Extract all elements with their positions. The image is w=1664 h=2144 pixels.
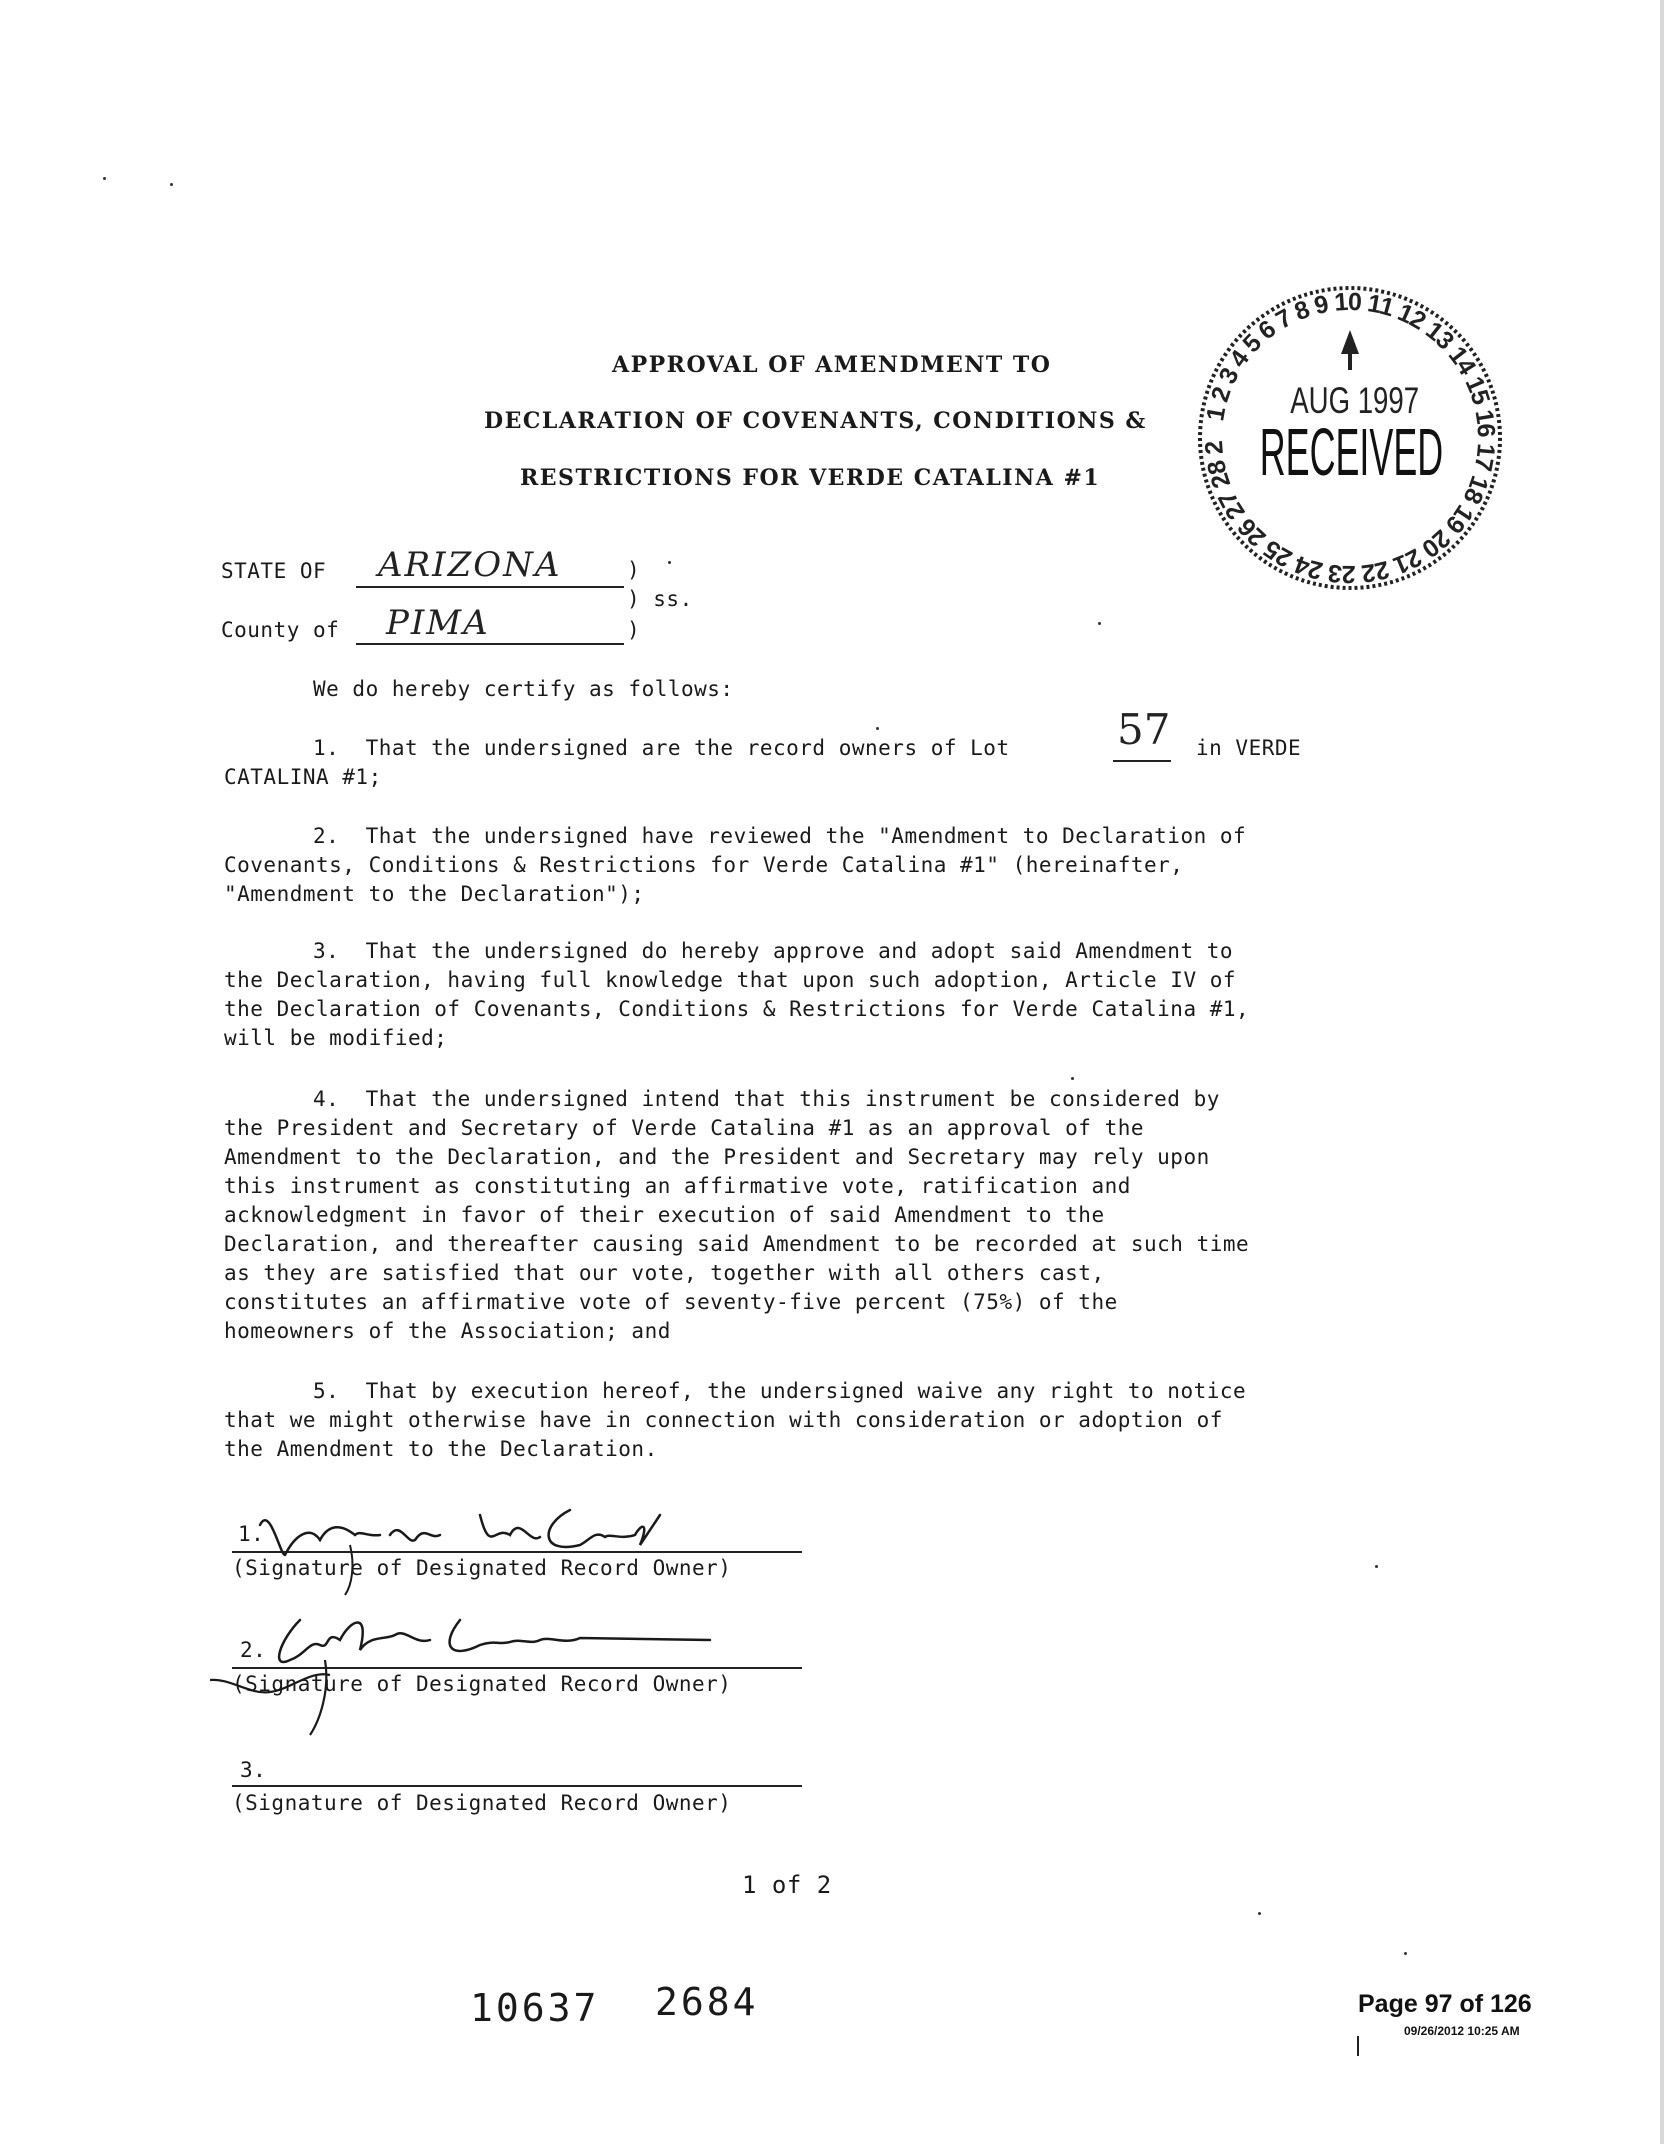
venue-ss: ) ss.: [627, 587, 693, 611]
p5-line: that we might otherwise have in connection with consideration or adoption of: [224, 1408, 1223, 1432]
p2-line: 2. That the undersigned have reviewed the "Amendment to Declaration of: [313, 824, 1247, 848]
print-timestamp: 09/26/2012 10:25 AM: [1404, 2024, 1520, 2038]
signature-1-caption: (Signature of Designated Record Owner): [232, 1556, 732, 1580]
signature-3-line: [232, 1785, 802, 1787]
scan-mark: [1357, 2036, 1359, 2056]
p4-line: homeowners of the Association; and: [224, 1319, 671, 1343]
received-stamp: [1190, 278, 1510, 598]
state-label: STATE OF: [221, 559, 327, 583]
doc-title-line2: DECLARATION OF COVENANTS, CONDITIONS &: [484, 408, 1147, 434]
stamp-received: RECEIVED: [1259, 416, 1444, 491]
scan-speck: [668, 561, 671, 564]
p5-line: 5. That by execution hereof, the undersigned waive any right to notice: [313, 1379, 1247, 1403]
doc-title-line1: APPROVAL OF AMENDMENT TO: [612, 352, 1052, 378]
signature-1-number: 1.: [238, 1522, 265, 1546]
paragraph-2: [224, 822, 1246, 909]
p3-line: will be modified;: [224, 1026, 448, 1050]
p4-line: this instrument as constituting an affirmative vote, ratification and: [224, 1174, 1131, 1198]
intro-text: We do hereby certify as follows:: [313, 677, 734, 701]
signature-3-number: 3.: [240, 1758, 267, 1782]
recording-book: 10637: [470, 1986, 600, 2030]
p2-line: "Amendment to the Declaration");: [224, 882, 645, 906]
signature-2-caption: (Signature of Designated Record Owner): [232, 1672, 732, 1696]
scan-speck: [1071, 1077, 1074, 1080]
scan-speck: [103, 177, 106, 180]
p3-line: the Declaration, having full knowledge that upon such adoption, Article IV of: [224, 968, 1237, 992]
signature-2-scrawl: [210, 1600, 730, 1740]
lot-underline: [1113, 760, 1171, 762]
p1-text-cont: CATALINA #1;: [224, 765, 382, 789]
p4-line: as they are satisfied that our vote, together with all others cast,: [224, 1261, 1105, 1285]
paragraph-3: [224, 937, 1249, 1053]
signature-1-scrawl: [240, 1495, 720, 1605]
p4-line: 4. That the undersigned intend that this instrument be considered by: [313, 1087, 1220, 1111]
stamp-day-numbers: 1 2 3 4 5 6 7 8 9 10 11 12 13 14 15 16 17 18 19 20 21 22 23 24 25 26 27 28 2: [1199, 287, 1501, 589]
paragraph-5: [224, 1377, 1246, 1464]
page-of-indicator: 1 of 2: [742, 1871, 832, 1899]
county-underline: [356, 643, 624, 645]
signature-3-caption: (Signature of Designated Record Owner): [232, 1791, 732, 1815]
recording-page: 2684: [655, 1980, 759, 2024]
scan-speck: [1375, 1565, 1378, 1568]
doc-title-line3: RESTRICTIONS FOR VERDE CATALINA #1: [520, 465, 1101, 491]
p4-line: the President and Secretary of Verde Catalina #1 as an approval of the: [224, 1116, 1145, 1140]
paragraph-4: [224, 1085, 1249, 1346]
received-stamp-graphic: [1190, 278, 1510, 598]
state-value: ARIZONA: [378, 545, 562, 585]
scan-speck: [1098, 622, 1101, 625]
venue-bracket-top: ): [627, 558, 641, 582]
scan-edge: [1660, 0, 1664, 2144]
signature-2-number: 2.: [240, 1638, 267, 1662]
scan-speck: [1404, 1952, 1407, 1955]
p4-line: Declaration, and thereafter causing said Amendment to be recorded at such time: [224, 1232, 1250, 1256]
venue-bracket-bottom: ): [627, 618, 641, 642]
p1-text: 1. That the undersigned are the record owners of Lot: [313, 736, 1010, 760]
lot-number: 57: [1117, 705, 1171, 754]
p4-line: acknowledgment in favor of their execution of said Amendment to the: [224, 1203, 1105, 1227]
scan-speck: [876, 727, 879, 730]
p2-line: Covenants, Conditions & Restrictions for Verde Catalina #1" (hereinafter,: [224, 853, 1184, 877]
page-count-label: Page 97 of 126: [1358, 1990, 1532, 2018]
p1-text-tail: in VERDE: [1196, 736, 1302, 760]
state-underline: [356, 586, 624, 588]
scan-speck: [170, 183, 173, 186]
county-label: County of: [221, 618, 340, 642]
county-value: PIMA: [386, 603, 490, 643]
p5-line: the Amendment to the Declaration.: [224, 1437, 658, 1461]
scan-speck: [1258, 1912, 1261, 1915]
p3-line: 3. That the undersigned do hereby approve and adopt said Amendment to: [313, 939, 1234, 963]
p3-line: the Declaration of Covenants, Conditions & Restrictions for Verde Catalina #1,: [224, 997, 1250, 1021]
stamp-date: AUG 1997: [1290, 378, 1420, 421]
p4-line: constitutes an affirmative vote of seventy-five percent (75%) of the: [224, 1290, 1118, 1314]
p4-line: Amendment to the Declaration, and the President and Secretary may rely upon: [224, 1145, 1210, 1169]
